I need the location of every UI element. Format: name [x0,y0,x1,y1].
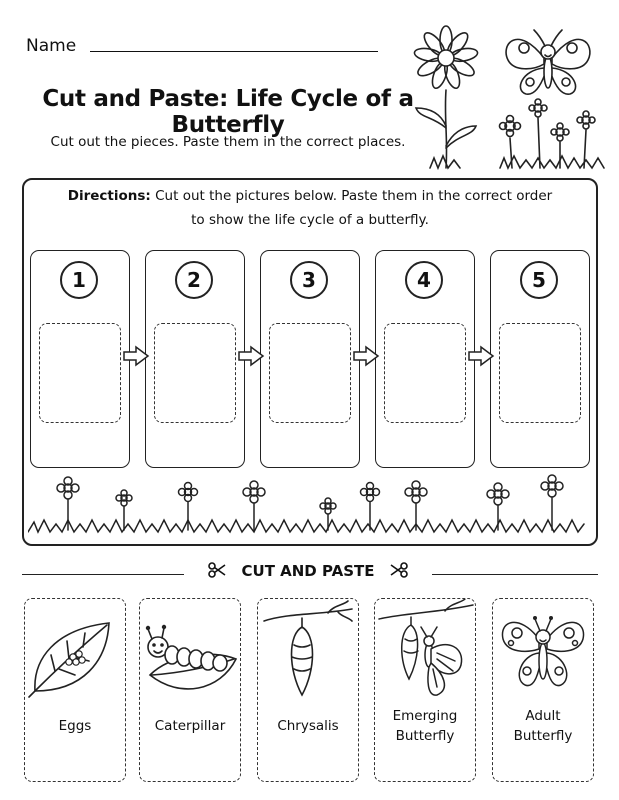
piece-label-line-1: Adult [525,708,561,724]
scissors-icon [208,562,226,578]
cutout-adult-butterfly[interactable] [492,598,594,782]
page-title: Cut and Paste: Life Cycle of a Butterfly [42,86,414,138]
cutout-emerging-butterfly[interactable] [374,598,476,782]
cutout-chrysalis[interactable] [257,598,359,782]
step-card-1[interactable] [30,250,130,468]
step-card-4[interactable] [375,250,475,468]
name-write-line[interactable] [90,51,378,52]
paste-box[interactable] [269,323,351,423]
caterpillar-icon [140,599,240,709]
piece-label-line-2: Butterfly [395,728,455,744]
arrow-right-icon [237,345,265,367]
step-number: 4 [405,261,443,299]
cutout-caterpillar[interactable] [139,598,241,782]
step-number: 3 [290,261,328,299]
arrow-right-icon [122,345,150,367]
page-subtitle: Cut out the pieces. Paste them in the correct places. [50,134,406,150]
piece-label: Eggs [58,718,92,734]
paste-box[interactable] [39,323,121,423]
piece-label-line-1: Emerging [392,708,458,724]
divider-line [22,574,184,575]
step-card-2[interactable] [145,250,245,468]
divider-line [432,574,598,575]
step-number: 2 [175,261,213,299]
chrysalis-icon [258,599,358,709]
flower-border-illustration [28,470,590,540]
emerging-butterfly-icon [375,599,475,709]
piece-label: Chrysalis [277,718,339,734]
paste-box[interactable] [384,323,466,423]
cutout-eggs[interactable] [24,598,126,782]
arrow-right-icon [352,345,380,367]
name-label: Name [26,36,77,56]
cut-and-paste-title: CUT AND PASTE [241,562,375,580]
step-card-3[interactable] [260,250,360,468]
butterfly-icon [493,599,593,709]
directions-line-1 [40,188,580,204]
directions-label: Directions: [67,188,151,204]
paste-box[interactable] [499,323,581,423]
paste-box[interactable] [154,323,236,423]
scissors-icon [390,562,408,578]
leaf-with-eggs-icon [25,599,125,709]
cut-and-paste-heading [188,562,428,580]
butterfly-icon [506,30,590,94]
step-card-5[interactable] [490,250,590,468]
directions-line-2: to show the life cycle of a butterfly. [191,212,429,228]
flowers-butterfly-illustration [410,8,610,176]
directions-text-1: Cut out the pictures below. Paste them in the correct order [155,188,553,204]
piece-label: Caterpillar [154,718,226,734]
daisy-icon [413,26,478,168]
step-number: 1 [60,261,98,299]
step-number: 5 [520,261,558,299]
piece-label-line-2: Butterfly [513,728,573,744]
arrow-right-icon [467,345,495,367]
